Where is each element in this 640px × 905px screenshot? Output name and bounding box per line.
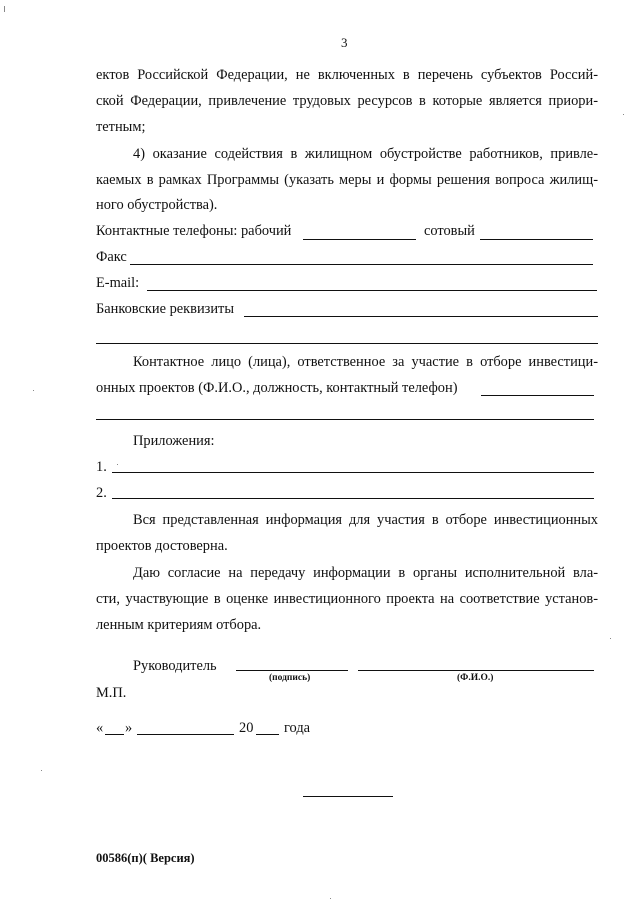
phones-label: Контактные телефоны: рабочий (96, 223, 292, 239)
bank-details-field[interactable] (244, 316, 598, 317)
scan-speck (117, 464, 118, 465)
date-quote-close: » (125, 720, 133, 736)
full-name-caption: (Ф.И.О.) (457, 673, 494, 683)
bank-details-label: Банковские реквизиты (96, 301, 234, 317)
mobile-phone-field[interactable] (480, 239, 593, 240)
statement-line: Даю согласие на передачу информации в органы исполнительной вла- (133, 565, 598, 581)
statement-line: Вся представленная информация для участия в отборе инвестиционных (133, 512, 598, 528)
contact-person-line: Контактное лицо (лица), ответственное за участие в отборе инвестици- (133, 354, 598, 370)
date-month-field[interactable] (137, 734, 234, 735)
scan-speck (33, 390, 34, 391)
mobile-label: сотовый (424, 223, 475, 239)
email-label: E-mail: (96, 275, 140, 291)
paragraph-line: каемых в рамках Программы (указать меры и формы решения вопроса жилищ- (96, 172, 598, 188)
paragraph-line: ской Федерации, привлечение трудовых ресурсов в которые является приори- (96, 93, 598, 109)
scan-speck (623, 114, 624, 115)
stamp-label: М.П. (96, 685, 127, 701)
statement-line: сти, участвующие в оценке инвестиционного проекта на соответствие установ- (96, 591, 598, 607)
scan-speck (4, 6, 5, 12)
attachment-1-field[interactable] (112, 472, 594, 473)
full-name-field[interactable] (358, 670, 594, 671)
date-quote-open: « (96, 720, 104, 736)
date-year-field[interactable] (256, 734, 279, 735)
paragraph-line: ектов Российской Федерации, не включенных в перечень субъектов Россий- (96, 67, 598, 83)
year-prefix: 20 (239, 720, 254, 736)
attachments-label: Приложения: (133, 433, 215, 449)
contact-person-field-continued[interactable] (96, 419, 594, 420)
statement-line: проектов достоверна. (96, 538, 228, 554)
signature-field[interactable] (236, 670, 348, 671)
document-code: 00586(п)( Версия) (96, 851, 195, 865)
date-day-field[interactable] (105, 734, 124, 735)
statement-line: ленным критериям отбора. (96, 617, 262, 633)
attachment-2-field[interactable] (112, 498, 594, 499)
email-field[interactable] (147, 290, 597, 291)
attachment-number: 2. (96, 485, 107, 501)
contact-person-field[interactable] (481, 395, 594, 396)
year-suffix: года (284, 720, 311, 736)
signature-caption: (подпись) (269, 673, 311, 683)
fax-label: Факс (96, 249, 127, 265)
bank-details-field-continued[interactable] (96, 343, 598, 344)
scan-speck (41, 770, 42, 771)
paragraph-line: 4) оказание содействия в жилищном обустройстве работников, привле- (133, 146, 598, 162)
contact-person-line: онных проектов (Ф.И.О., должность, контактный телефон) (96, 380, 458, 396)
scan-speck (610, 638, 611, 639)
scan-speck (330, 898, 331, 899)
paragraph-line: ного обустройства). (96, 197, 218, 213)
page-number: 3 (341, 35, 348, 50)
head-label: Руководитель (133, 658, 217, 674)
paragraph-line: тетным; (96, 119, 146, 135)
work-phone-field[interactable] (303, 239, 416, 240)
fax-field[interactable] (130, 264, 593, 265)
attachment-number: 1. (96, 459, 107, 475)
separator-line (303, 796, 393, 797)
